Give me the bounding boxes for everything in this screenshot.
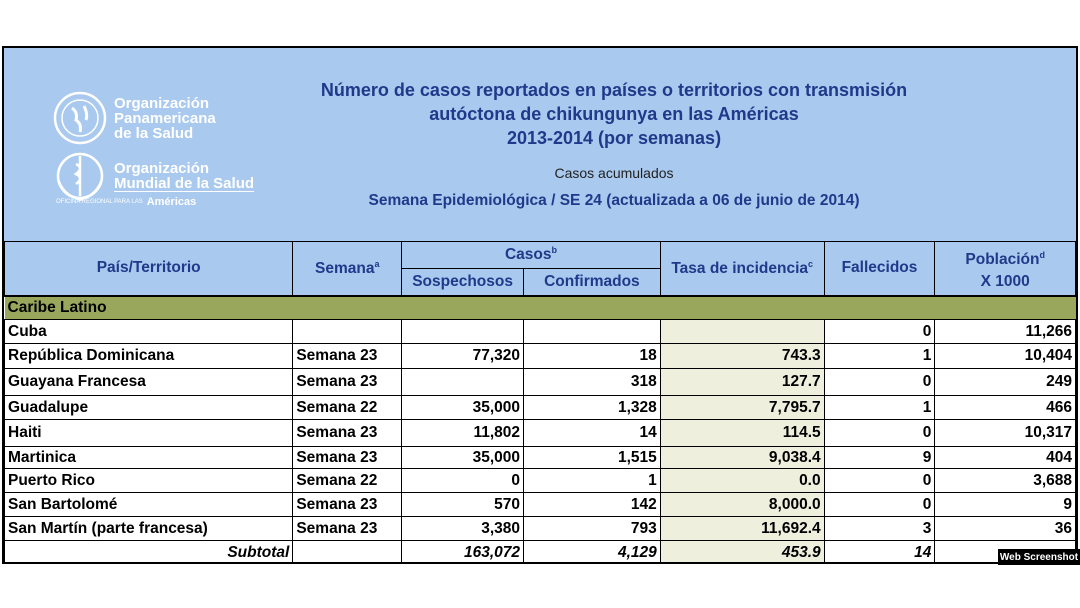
column-header-sospechosos: Sospechosos: [402, 269, 524, 296]
table-row: [5, 396, 1076, 420]
cell-pais: Martinica: [5, 447, 293, 469]
cell-tasa: 7,795.7: [660, 396, 824, 420]
who-name-line2: Mundial de la Salud: [114, 174, 255, 192]
cell-confirmados: [524, 320, 661, 344]
table-row: [5, 469, 1076, 493]
table-sheet: [2, 46, 1078, 564]
column-header-casos: Casos$^b$: [402, 242, 661, 269]
table-row: [5, 344, 1076, 369]
paho-name-line3: de la Salud: [114, 124, 194, 142]
column-header-tasa: Tasa de incidencia$^c$: [660, 242, 824, 296]
cell-tasa: 9,038.4: [660, 447, 824, 469]
cell-fallecidos: 0: [824, 493, 935, 517]
column-header-confirmados: Confirmados: [524, 269, 661, 296]
cell-semana: [293, 320, 402, 344]
column-header-semana: Semana$^a$: [293, 242, 402, 296]
cell-poblacion: 3,688: [935, 469, 1076, 493]
cell-confirmados: 14: [524, 420, 661, 447]
cell-fallecidos: 9: [824, 447, 935, 469]
cell-sospechosos: 77,320: [402, 344, 524, 369]
cell-semana: Semana 22: [293, 396, 402, 420]
cell-subtotal-tasa: 453.9: [660, 541, 824, 565]
cell-pais: Guayana Francesa: [5, 369, 293, 396]
cell-tasa: 8,000.0: [660, 493, 824, 517]
report-header: [4, 48, 1076, 243]
cell-sospechosos: 570: [402, 493, 524, 517]
cell-sospechosos: 11,802: [402, 420, 524, 447]
cell-subtotal-fallecidos: 14: [824, 541, 935, 565]
cell-pais: San Martín (parte francesa): [5, 517, 293, 541]
cell-sospechosos: 3,380: [402, 517, 524, 541]
title-line-2: autóctona de chikungunya en las Américas: [429, 104, 799, 124]
cell-subtotal-confirmados: 4,129: [524, 541, 661, 565]
cell-poblacion: 9: [935, 493, 1076, 517]
cell-fallecidos: 1: [824, 344, 935, 369]
cell-semana: Semana 23: [293, 369, 402, 396]
cell-sospechosos: 35,000: [402, 447, 524, 469]
who-name-line1: Organización: [114, 159, 210, 177]
cell-poblacion: 11,266: [935, 320, 1076, 344]
cell-pais: Haiti: [5, 420, 293, 447]
cell-subtotal-label: Subtotal: [5, 541, 293, 565]
cell-pais: Puerto Rico: [5, 469, 293, 493]
cell-tasa: 11,692.4: [660, 517, 824, 541]
table-row: [5, 517, 1076, 541]
cell-pais: Guadalupe: [5, 396, 293, 420]
cell-tasa: 0.0: [660, 469, 824, 493]
report-title: [254, 78, 974, 150]
cell-fallecidos: 0: [824, 369, 935, 396]
cell-sospechosos: [402, 369, 524, 396]
subtotal-row: [5, 541, 1076, 565]
cell-confirmados: 1,328: [524, 396, 661, 420]
cell-confirmados: 793: [524, 517, 661, 541]
cell-poblacion: 404: [935, 447, 1076, 469]
paho-name-line2: Panamericana: [114, 109, 216, 127]
cell-fallecidos: 0: [824, 320, 935, 344]
paho-globe-icon: [52, 90, 108, 146]
cell-poblacion: 10,404: [935, 344, 1076, 369]
cell-confirmados: 142: [524, 493, 661, 517]
cell-fallecidos: 0: [824, 420, 935, 447]
cell-tasa: 743.3: [660, 344, 824, 369]
table-row: [5, 447, 1076, 469]
cell-pais: Cuba: [5, 320, 293, 344]
cell-poblacion: 36: [935, 517, 1076, 541]
report-subtitle: Casos acumulados: [554, 165, 674, 181]
cell-semana: Semana 23: [293, 517, 402, 541]
cases-table: [4, 241, 1076, 564]
region-label: Caribe Latino: [5, 296, 1076, 320]
cell-sospechosos: 0: [402, 469, 524, 493]
cell-empty: [293, 541, 402, 565]
cell-semana: Semana 22: [293, 469, 402, 493]
cell-semana: Semana 23: [293, 420, 402, 447]
table-row: [5, 493, 1076, 517]
cell-tasa: 114.5: [660, 420, 824, 447]
cell-subtotal-sospechosos: 163,072: [402, 541, 524, 565]
cell-semana: Semana 23: [293, 447, 402, 469]
epidemiological-week: Semana Epidemiológica / SE 24 (actualizada a 06 de junio de 2014): [368, 192, 860, 209]
column-header-poblacion: Población$^d$ X 1000: [935, 242, 1076, 296]
cell-semana: Semana 23: [293, 493, 402, 517]
regional-bold-text: Américas: [146, 196, 197, 208]
cell-poblacion: 466: [935, 396, 1076, 420]
cell-confirmados: 1: [524, 469, 661, 493]
cell-confirmados: 1,515: [524, 447, 661, 469]
cell-fallecidos: 0: [824, 469, 935, 493]
cell-confirmados: 318: [524, 369, 661, 396]
regional-small-text: OFICINA REGIONAL PARA LAS: [56, 199, 143, 205]
web-screenshot-badge: Web Screenshot: [998, 549, 1080, 565]
column-header-fallecidos: Fallecidos: [824, 242, 935, 296]
table-row: [5, 420, 1076, 447]
organization-logo: [52, 90, 272, 220]
cell-fallecidos: 3: [824, 517, 935, 541]
title-line-1: Número de casos reportados en países o territorios con transmisión: [320, 80, 908, 100]
column-header-pais: País/Territorio: [5, 242, 293, 296]
title-line-3: 2013-2014 (por semanas): [506, 128, 722, 148]
cell-pais: República Dominicana: [5, 344, 293, 369]
cell-pais: San Bartolomé: [5, 493, 293, 517]
cell-tasa: 127.7: [660, 369, 824, 396]
table-row: [5, 320, 1076, 344]
cell-sospechosos: [402, 320, 524, 344]
paho-name-line1: Organización: [114, 94, 210, 112]
cell-tasa: [660, 320, 824, 344]
cell-confirmados: 18: [524, 344, 661, 369]
cell-sospechosos: 35,000: [402, 396, 524, 420]
table-row: [5, 369, 1076, 396]
cell-fallecidos: 1: [824, 396, 935, 420]
cell-poblacion: 10,317: [935, 420, 1076, 447]
regional-office-label: [56, 196, 196, 208]
cell-poblacion: 249: [935, 369, 1076, 396]
cell-semana: Semana 23: [293, 344, 402, 369]
